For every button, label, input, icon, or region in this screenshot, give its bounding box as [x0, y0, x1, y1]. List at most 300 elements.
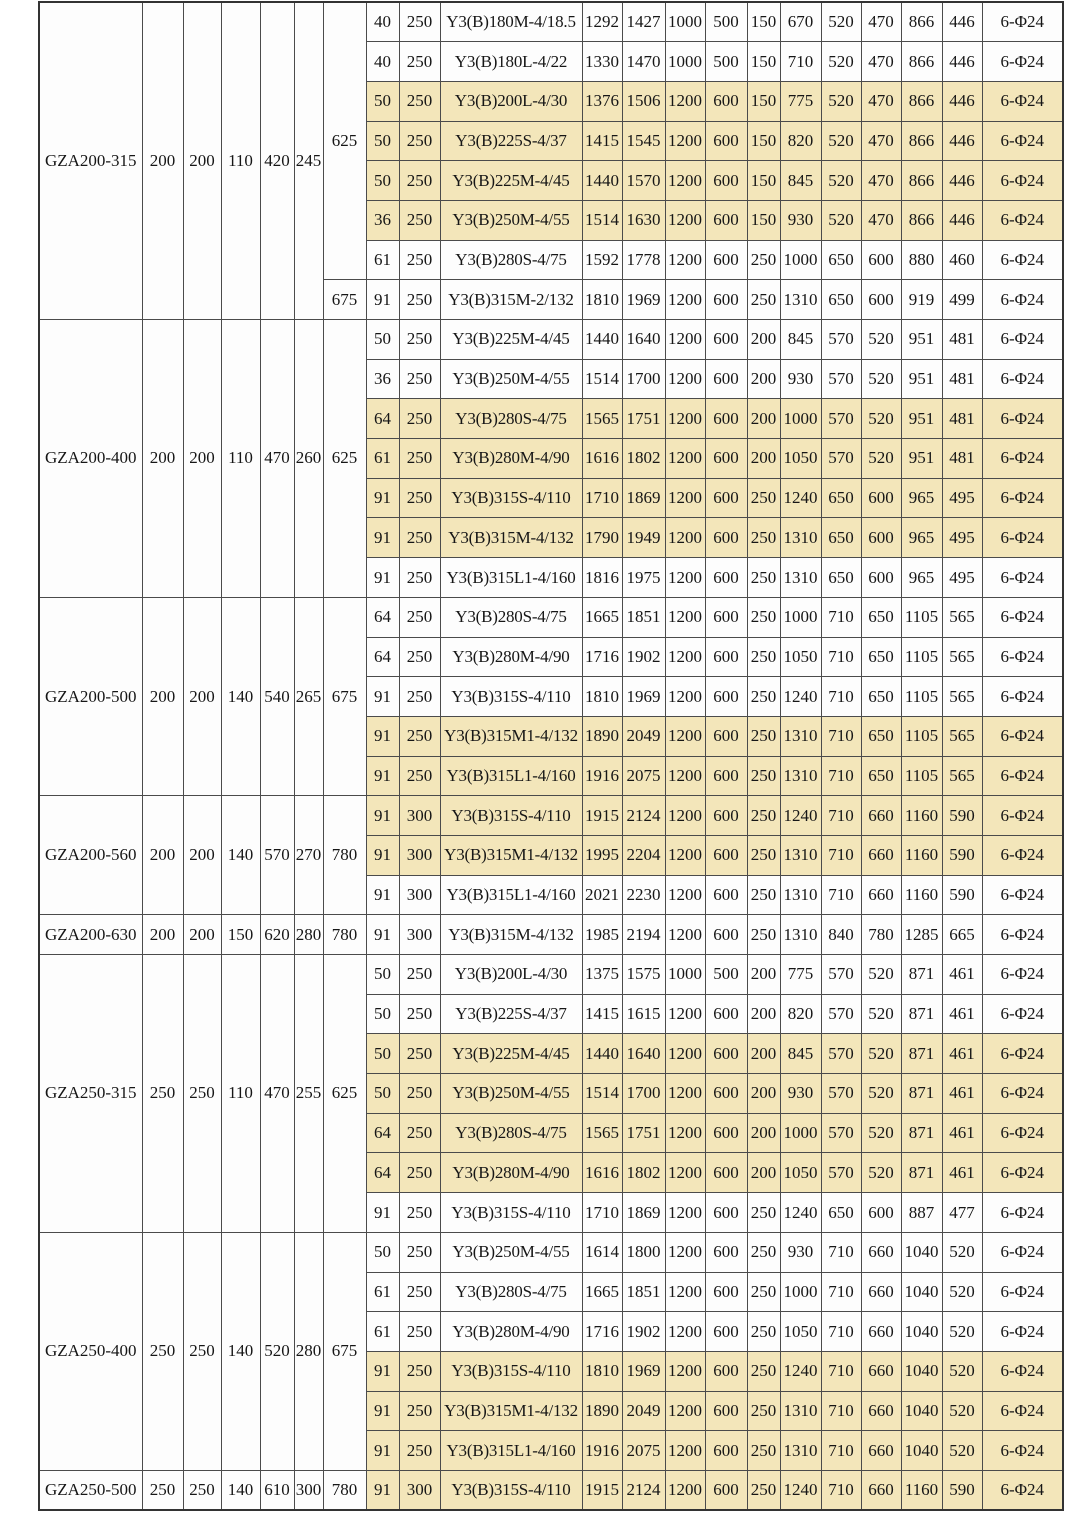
bolt-spec-cell: 6-Φ24: [982, 955, 1063, 995]
dim-cell: 1310: [780, 716, 821, 756]
dim-cell: 520: [942, 1391, 982, 1431]
length-cell: 1614: [582, 1232, 622, 1272]
dim-cell: 565: [942, 756, 982, 796]
dim-cell: 710: [821, 1470, 861, 1510]
dim-cell: 1200: [665, 1232, 705, 1272]
dim-cell: 600: [705, 359, 747, 399]
dim-cell: 600: [705, 716, 747, 756]
length-cell: 1802: [622, 1153, 665, 1193]
dim-cell: 660: [861, 1312, 901, 1352]
motor-model-cell: Y3(B)315S-4/110: [440, 677, 582, 717]
ratio-cell: 91: [366, 716, 399, 756]
length-cell: 1514: [582, 1074, 622, 1114]
dim-cell: 1200: [665, 1470, 705, 1510]
model-cell: GZA200-630: [39, 915, 142, 955]
dim-cell: 481: [942, 320, 982, 360]
dim-cell: 1240: [780, 677, 821, 717]
dim-cell: 660: [861, 1351, 901, 1391]
dim-cell: 540: [260, 597, 294, 795]
dim-cell: 150: [747, 121, 780, 161]
bolt-spec-cell: 6-Φ24: [982, 478, 1063, 518]
length-cell: 1630: [622, 200, 665, 240]
dim-cell: 1285: [901, 915, 942, 955]
dim-cell: 150: [747, 161, 780, 201]
motor-model-cell: Y3(B)315L1-4/160: [440, 1431, 582, 1471]
dim-cell: 520: [260, 1232, 294, 1470]
length-cell: 1616: [582, 1153, 622, 1193]
dim-cell: 965: [901, 558, 942, 598]
bolt-spec-cell: 6-Φ24: [982, 1351, 1063, 1391]
dim-cell: 570: [821, 1153, 861, 1193]
dim-cell: 570: [821, 955, 861, 995]
dim-cell: 481: [942, 359, 982, 399]
dim-cell: 710: [821, 1431, 861, 1471]
dim-cell: 1240: [780, 1470, 821, 1510]
dim-cell: 280: [294, 1232, 323, 1470]
dim-cell: 1000: [780, 1272, 821, 1312]
speed-cell: 250: [399, 240, 440, 280]
dim-cell: 565: [942, 716, 982, 756]
dim-cell: 1200: [665, 439, 705, 479]
length-cell: 1969: [622, 677, 665, 717]
dim-cell: 270: [294, 796, 323, 915]
dim-cell: 1200: [665, 558, 705, 598]
length-cell: 1565: [582, 1113, 622, 1153]
dim-cell: 1000: [780, 399, 821, 439]
length-cell: 1869: [622, 1193, 665, 1233]
bolt-spec-cell: 6-Φ24: [982, 1034, 1063, 1074]
dim-cell: 250: [747, 875, 780, 915]
dim-cell: 200: [747, 1113, 780, 1153]
dim-cell: 600: [705, 875, 747, 915]
dim-cell: 840: [821, 915, 861, 955]
speed-cell: 250: [399, 756, 440, 796]
dim-cell: 1200: [665, 1391, 705, 1431]
dim-cell: 140: [221, 597, 260, 795]
motor-model-cell: Y3(B)280M-4/90: [440, 1153, 582, 1193]
dim-cell: 600: [705, 796, 747, 836]
dim-cell: 871: [901, 1113, 942, 1153]
dim-cell: 600: [705, 637, 747, 677]
length-cell: 1816: [582, 558, 622, 598]
dim-cell: 260: [294, 320, 323, 598]
motor-model-cell: Y3(B)315S-4/110: [440, 478, 582, 518]
speed-cell: 250: [399, 716, 440, 756]
table-row: [39, 597, 1063, 637]
dim-cell: 710: [821, 1232, 861, 1272]
dim-cell: 477: [942, 1193, 982, 1233]
ratio-cell: 91: [366, 558, 399, 598]
dim-cell: 710: [821, 677, 861, 717]
center-height-cell: 625: [323, 2, 366, 280]
dim-cell: 600: [705, 240, 747, 280]
length-cell: 1802: [622, 439, 665, 479]
length-cell: 1851: [622, 1272, 665, 1312]
dim-cell: 250: [747, 835, 780, 875]
dim-cell: 650: [821, 280, 861, 320]
length-cell: 1949: [622, 518, 665, 558]
length-cell: 1916: [582, 756, 622, 796]
speed-cell: 250: [399, 161, 440, 201]
dim-cell: 650: [821, 518, 861, 558]
dim-cell: 520: [821, 121, 861, 161]
speed-cell: 250: [399, 597, 440, 637]
length-cell: 1902: [622, 1312, 665, 1352]
motor-model-cell: Y3(B)225M-4/45: [440, 1034, 582, 1074]
dim-cell: 610: [260, 1470, 294, 1510]
motor-model-cell: Y3(B)315S-4/110: [440, 1193, 582, 1233]
length-cell: 1575: [622, 955, 665, 995]
dim-cell: 110: [221, 2, 260, 320]
length-cell: 1440: [582, 320, 622, 360]
length-cell: 1376: [582, 81, 622, 121]
dim-cell: 200: [183, 915, 221, 955]
model-cell: GZA200-315: [39, 2, 142, 320]
dim-cell: 250: [183, 1470, 221, 1510]
dim-cell: 446: [942, 42, 982, 82]
dim-cell: 250: [747, 796, 780, 836]
dim-cell: 250: [747, 1470, 780, 1510]
length-cell: 2204: [622, 835, 665, 875]
dim-cell: 250: [747, 518, 780, 558]
ratio-cell: 50: [366, 1232, 399, 1272]
dim-cell: 600: [861, 280, 901, 320]
dim-cell: 660: [861, 796, 901, 836]
dim-cell: 775: [780, 955, 821, 995]
bolt-spec-cell: 6-Φ24: [982, 359, 1063, 399]
motor-model-cell: Y3(B)180M-4/18.5: [440, 2, 582, 42]
length-cell: 1514: [582, 200, 622, 240]
ratio-cell: 91: [366, 1391, 399, 1431]
dim-cell: 1200: [665, 1312, 705, 1352]
length-cell: 1415: [582, 994, 622, 1034]
motor-model-cell: Y3(B)315L1-4/160: [440, 875, 582, 915]
length-cell: 1640: [622, 1034, 665, 1074]
dim-cell: 600: [705, 1312, 747, 1352]
dim-cell: 200: [142, 915, 183, 955]
dim-cell: 565: [942, 677, 982, 717]
dim-cell: 1200: [665, 1034, 705, 1074]
ratio-cell: 91: [366, 796, 399, 836]
dim-cell: 499: [942, 280, 982, 320]
length-cell: 1440: [582, 161, 622, 201]
dim-cell: 600: [705, 597, 747, 637]
speed-cell: 250: [399, 399, 440, 439]
table-row: [39, 915, 1063, 955]
speed-cell: 250: [399, 677, 440, 717]
dim-cell: 470: [861, 121, 901, 161]
dim-cell: 866: [901, 2, 942, 42]
dim-cell: 446: [942, 81, 982, 121]
speed-cell: 250: [399, 200, 440, 240]
dim-cell: 650: [861, 677, 901, 717]
dim-cell: 1200: [665, 161, 705, 201]
dim-cell: 1105: [901, 756, 942, 796]
dim-cell: 250: [183, 1232, 221, 1470]
dim-cell: 660: [861, 1470, 901, 1510]
center-height-cell: 675: [323, 280, 366, 320]
speed-cell: 250: [399, 280, 440, 320]
dim-cell: 600: [705, 1193, 747, 1233]
motor-model-cell: Y3(B)315M1-4/132: [440, 1391, 582, 1431]
motor-model-cell: Y3(B)280S-4/75: [440, 240, 582, 280]
dim-cell: 590: [942, 835, 982, 875]
dim-cell: 250: [747, 1391, 780, 1431]
bolt-spec-cell: 6-Φ24: [982, 81, 1063, 121]
center-height-cell: 780: [323, 915, 366, 955]
length-cell: 1375: [582, 955, 622, 995]
dim-cell: 1200: [665, 320, 705, 360]
bolt-spec-cell: 6-Φ24: [982, 320, 1063, 360]
bolt-spec-cell: 6-Φ24: [982, 677, 1063, 717]
bolt-spec-cell: 6-Φ24: [982, 1391, 1063, 1431]
dim-cell: 570: [260, 796, 294, 915]
ratio-cell: 64: [366, 597, 399, 637]
dim-cell: 820: [780, 994, 821, 1034]
dim-cell: 520: [861, 359, 901, 399]
dim-cell: 1200: [665, 359, 705, 399]
dim-cell: 200: [142, 2, 183, 320]
dim-cell: 1000: [780, 1113, 821, 1153]
dim-cell: 780: [861, 915, 901, 955]
dim-cell: 495: [942, 558, 982, 598]
center-height-cell: 780: [323, 796, 366, 915]
dim-cell: 600: [705, 835, 747, 875]
bolt-spec-cell: 6-Φ24: [982, 597, 1063, 637]
speed-cell: 300: [399, 1470, 440, 1510]
ratio-cell: 61: [366, 240, 399, 280]
table-row: [39, 320, 1063, 360]
bolt-spec-cell: 6-Φ24: [982, 439, 1063, 479]
dim-cell: 461: [942, 1074, 982, 1114]
dim-cell: 500: [705, 955, 747, 995]
ratio-cell: 61: [366, 1272, 399, 1312]
dim-cell: 280: [294, 915, 323, 955]
dim-cell: 650: [821, 240, 861, 280]
dim-cell: 1200: [665, 1272, 705, 1312]
length-cell: 1710: [582, 478, 622, 518]
speed-cell: 250: [399, 359, 440, 399]
dim-cell: 600: [705, 320, 747, 360]
dim-cell: 1160: [901, 796, 942, 836]
dim-cell: 1200: [665, 1351, 705, 1391]
dim-cell: 250: [747, 478, 780, 518]
length-cell: 2075: [622, 756, 665, 796]
dim-cell: 1050: [780, 1312, 821, 1352]
length-cell: 1565: [582, 399, 622, 439]
ratio-cell: 91: [366, 1470, 399, 1510]
dim-cell: 845: [780, 320, 821, 360]
dim-cell: 470: [861, 200, 901, 240]
speed-cell: 250: [399, 1113, 440, 1153]
motor-model-cell: Y3(B)280S-4/75: [440, 1113, 582, 1153]
dim-cell: 670: [780, 2, 821, 42]
model-cell: GZA250-400: [39, 1232, 142, 1470]
dim-cell: 520: [861, 320, 901, 360]
center-height-cell: 780: [323, 1470, 366, 1510]
ratio-cell: 91: [366, 915, 399, 955]
motor-model-cell: Y3(B)280M-4/90: [440, 439, 582, 479]
speed-cell: 250: [399, 2, 440, 42]
dim-cell: 930: [780, 200, 821, 240]
length-cell: 1890: [582, 1391, 622, 1431]
dim-cell: 150: [221, 915, 260, 955]
speed-cell: 250: [399, 478, 440, 518]
dim-cell: 1105: [901, 716, 942, 756]
ratio-cell: 91: [366, 875, 399, 915]
dim-cell: 250: [142, 1232, 183, 1470]
dim-cell: 1105: [901, 597, 942, 637]
length-cell: 1851: [622, 597, 665, 637]
dim-cell: 481: [942, 399, 982, 439]
dim-cell: 1050: [780, 637, 821, 677]
length-cell: 1570: [622, 161, 665, 201]
ratio-cell: 91: [366, 756, 399, 796]
dim-cell: 461: [942, 994, 982, 1034]
dim-cell: 250: [747, 677, 780, 717]
motor-model-cell: Y3(B)315S-4/110: [440, 796, 582, 836]
length-cell: 1470: [622, 42, 665, 82]
dim-cell: 660: [861, 875, 901, 915]
motor-model-cell: Y3(B)225S-4/37: [440, 121, 582, 161]
dim-cell: 520: [821, 2, 861, 42]
dim-cell: 845: [780, 1034, 821, 1074]
ratio-cell: 50: [366, 81, 399, 121]
dim-cell: 150: [747, 2, 780, 42]
dim-cell: 600: [705, 1351, 747, 1391]
length-cell: 2124: [622, 796, 665, 836]
bolt-spec-cell: 6-Φ24: [982, 796, 1063, 836]
dim-cell: 570: [821, 994, 861, 1034]
dim-cell: 600: [705, 1153, 747, 1193]
length-cell: 1545: [622, 121, 665, 161]
dim-cell: 1200: [665, 875, 705, 915]
dim-cell: 200: [183, 320, 221, 598]
length-cell: 1751: [622, 1113, 665, 1153]
bolt-spec-cell: 6-Φ24: [982, 1272, 1063, 1312]
dim-cell: 1105: [901, 677, 942, 717]
length-cell: 1616: [582, 439, 622, 479]
ratio-cell: 64: [366, 637, 399, 677]
model-cell: GZA200-400: [39, 320, 142, 598]
dim-cell: 600: [861, 240, 901, 280]
ratio-cell: 40: [366, 42, 399, 82]
length-cell: 1700: [622, 1074, 665, 1114]
dim-cell: 1200: [665, 200, 705, 240]
table-row: [39, 1470, 1063, 1510]
dim-cell: 1200: [665, 716, 705, 756]
dim-cell: 200: [142, 320, 183, 598]
dim-cell: 200: [747, 1153, 780, 1193]
dim-cell: 200: [142, 597, 183, 795]
dim-cell: 660: [861, 1431, 901, 1471]
dim-cell: 200: [747, 399, 780, 439]
bolt-spec-cell: 6-Φ24: [982, 1153, 1063, 1193]
dim-cell: 820: [780, 121, 821, 161]
dim-cell: 600: [705, 81, 747, 121]
length-cell: 1985: [582, 915, 622, 955]
dim-cell: 1200: [665, 81, 705, 121]
bolt-spec-cell: 6-Φ24: [982, 716, 1063, 756]
dim-cell: 470: [861, 42, 901, 82]
bolt-spec-cell: 6-Φ24: [982, 994, 1063, 1034]
length-cell: 1790: [582, 518, 622, 558]
ratio-cell: 50: [366, 1034, 399, 1074]
dim-cell: 590: [942, 1470, 982, 1510]
length-cell: 1751: [622, 399, 665, 439]
dim-cell: 565: [942, 637, 982, 677]
dim-cell: 600: [705, 439, 747, 479]
dim-cell: 570: [821, 1034, 861, 1074]
dim-cell: 871: [901, 994, 942, 1034]
bolt-spec-cell: 6-Φ24: [982, 121, 1063, 161]
dim-cell: 570: [821, 439, 861, 479]
dim-cell: 1050: [780, 1153, 821, 1193]
dim-cell: 600: [705, 399, 747, 439]
dim-cell: 1000: [665, 955, 705, 995]
dim-cell: 520: [821, 161, 861, 201]
dim-cell: 866: [901, 81, 942, 121]
dim-cell: 600: [705, 677, 747, 717]
length-cell: 1869: [622, 478, 665, 518]
dim-cell: 1200: [665, 1153, 705, 1193]
dim-cell: 650: [821, 1193, 861, 1233]
dim-cell: 1200: [665, 796, 705, 836]
dim-cell: 951: [901, 399, 942, 439]
dim-cell: 1040: [901, 1351, 942, 1391]
dim-cell: 520: [861, 1074, 901, 1114]
dim-cell: 710: [821, 1272, 861, 1312]
length-cell: 1902: [622, 637, 665, 677]
dim-cell: 150: [747, 200, 780, 240]
length-cell: 1440: [582, 1034, 622, 1074]
ratio-cell: 61: [366, 439, 399, 479]
length-cell: 1969: [622, 280, 665, 320]
speed-cell: 250: [399, 955, 440, 995]
motor-model-cell: Y3(B)250M-4/55: [440, 1074, 582, 1114]
ratio-cell: 91: [366, 518, 399, 558]
dim-cell: 600: [705, 1113, 747, 1153]
dim-cell: 200: [747, 955, 780, 995]
motor-model-cell: Y3(B)250M-4/55: [440, 200, 582, 240]
dim-cell: 600: [861, 558, 901, 598]
dim-cell: 300: [294, 1470, 323, 1510]
table-row: [39, 955, 1063, 995]
dim-cell: 1000: [665, 42, 705, 82]
speed-cell: 250: [399, 994, 440, 1034]
ratio-cell: 91: [366, 1193, 399, 1233]
speed-cell: 300: [399, 835, 440, 875]
dim-cell: 520: [861, 1113, 901, 1153]
ratio-cell: 64: [366, 1113, 399, 1153]
bolt-spec-cell: 6-Φ24: [982, 1074, 1063, 1114]
dim-cell: 710: [821, 1312, 861, 1352]
dim-cell: 520: [861, 955, 901, 995]
dim-cell: 650: [821, 558, 861, 598]
dim-cell: 710: [821, 1391, 861, 1431]
bolt-spec-cell: 6-Φ24: [982, 42, 1063, 82]
ratio-cell: 64: [366, 1153, 399, 1193]
motor-model-cell: Y3(B)250M-4/55: [440, 359, 582, 399]
motor-model-cell: Y3(B)315M-4/132: [440, 518, 582, 558]
dim-cell: 520: [861, 1034, 901, 1074]
dim-cell: 265: [294, 597, 323, 795]
dim-cell: 200: [747, 359, 780, 399]
dim-cell: 600: [705, 518, 747, 558]
dim-cell: 1200: [665, 637, 705, 677]
dim-cell: 1040: [901, 1232, 942, 1272]
dim-cell: 570: [821, 320, 861, 360]
